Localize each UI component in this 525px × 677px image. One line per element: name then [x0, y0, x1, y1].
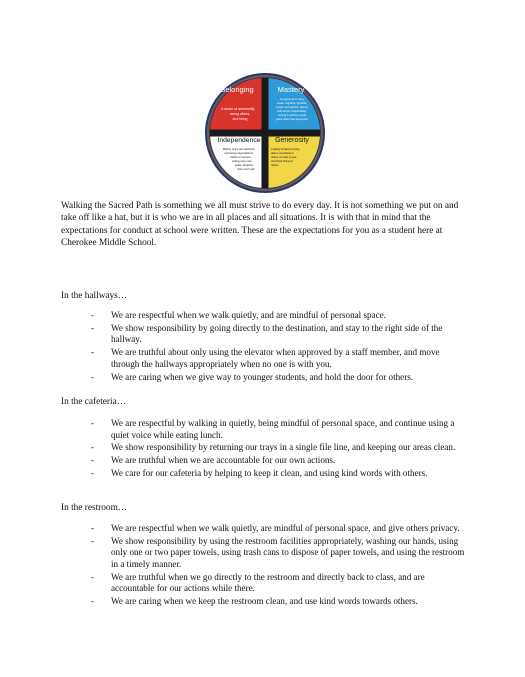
- svg-text:from one's self: from one's self: [237, 168, 255, 171]
- svg-text:social, and spiritual. Having: social, and spiritual. Having: [276, 106, 308, 109]
- svg-text:goals, discipline: goals, discipline: [234, 164, 254, 167]
- svg-text:failure or success,: failure or success,: [230, 156, 252, 159]
- list-item: - We show responsibility by using the restroom facilities appropriately, washing our hands, using only one or two paper towels, using trash cans to dispose of paper towels, and using the restroom in a timely manner.: [91, 535, 465, 569]
- restroom-rules-list: [91, 523, 466, 609]
- svg-text:and being responsible for: and being responsible for: [224, 152, 254, 155]
- generosity-title: Generosity: [275, 137, 309, 144]
- section-heading-hallways: In the hallways…: [61, 291, 128, 301]
- list-item: - We are truthful when we are accountable for our own actions.: [91, 455, 336, 466]
- mastery-title: Mastery: [277, 85, 305, 94]
- list-item: - We are truthful about only using the elevator when approved by a staff member, and move through the hallways appropriately when no one is with you.: [91, 347, 440, 369]
- svg-text:able to contribute to: able to contribute to: [271, 152, 294, 155]
- svg-text:A sense of community,: A sense of community,: [221, 107, 255, 111]
- circle-of-courage-wheel: [204, 72, 326, 194]
- svg-text:goals rather than egocentric: goals rather than egocentric: [275, 118, 309, 121]
- list-item: - We show responsibility by returning our trays in a single file line, and keeping our areas clean.: [91, 442, 456, 453]
- section-heading-cafeteria: In the cafeteria…: [61, 397, 127, 407]
- svg-text:Competence in many: Competence in many: [279, 98, 305, 101]
- svg-text:self-control, responsibility,: self-control, responsibility,: [277, 110, 307, 113]
- svg-text:cherished things to: cherished things to: [271, 160, 293, 163]
- list-item: - We show responsibility by going directly to the destination, and stay to the right side of the hallway.: [91, 322, 443, 345]
- svg-text:striving to achieve social: striving to achieve social: [277, 114, 307, 117]
- svg-text:Making one's own decisions: Making one's own decisions: [222, 148, 256, 151]
- hallway-rules-list: [91, 310, 466, 384]
- list-item: - We care for our cafeteria by helping to keep it clean, and using kind words with others.: [91, 467, 428, 478]
- list-item: - We are caring when we give way to younger students, and hold the door for others.: [91, 371, 414, 382]
- svg-text:others.: others.: [271, 164, 279, 167]
- section-heading-restroom: In the restroom…: [61, 503, 128, 513]
- svg-text:areas: cognitive, physical,: areas: cognitive, physical,: [277, 102, 307, 105]
- intro-paragraph: Walking the Sacred Path is something we all must strive to do every day. It is not something we put on and take off like a hat, but it is who we are in all places and all situations. It is with that in mind that the expectations for conduct at school were written. These are the expectations for you as a student here at Cherokee Middle School.: [61, 201, 459, 249]
- list-item: - We are caring when we keep the restroom clean, and use kind words towards others.: [91, 596, 418, 607]
- list-item: - We are respectful by walking in quietly, being mindful of personal space, and continue using a quiet voice while eating lunch.: [91, 418, 455, 440]
- independence-title: Independence: [217, 137, 261, 144]
- list-item: - We are respectful when we walk quietly, are mindful of personal space, and give others privacy.: [91, 523, 460, 533]
- belonging-title: Belonging: [220, 85, 254, 94]
- list-item: - We are truthful when we go directly to the restroom and directly back to class, and are accountable for our actions while there.: [91, 571, 425, 594]
- svg-text:others, be able to give: others, be able to give: [271, 156, 297, 159]
- wheel-cross-horizontal: [210, 130, 320, 137]
- svg-text:setting one's own: setting one's own: [232, 160, 252, 163]
- list-item: - We are respectful when we walk quietly, and are mindful of personal space.: [91, 310, 386, 320]
- svg-text:loving others,: loving others,: [229, 112, 251, 116]
- svg-text:and being: and being: [232, 117, 248, 121]
- cafeteria-rules-list: [91, 418, 466, 481]
- svg-text:Looking forward to being: Looking forward to being: [271, 148, 300, 151]
